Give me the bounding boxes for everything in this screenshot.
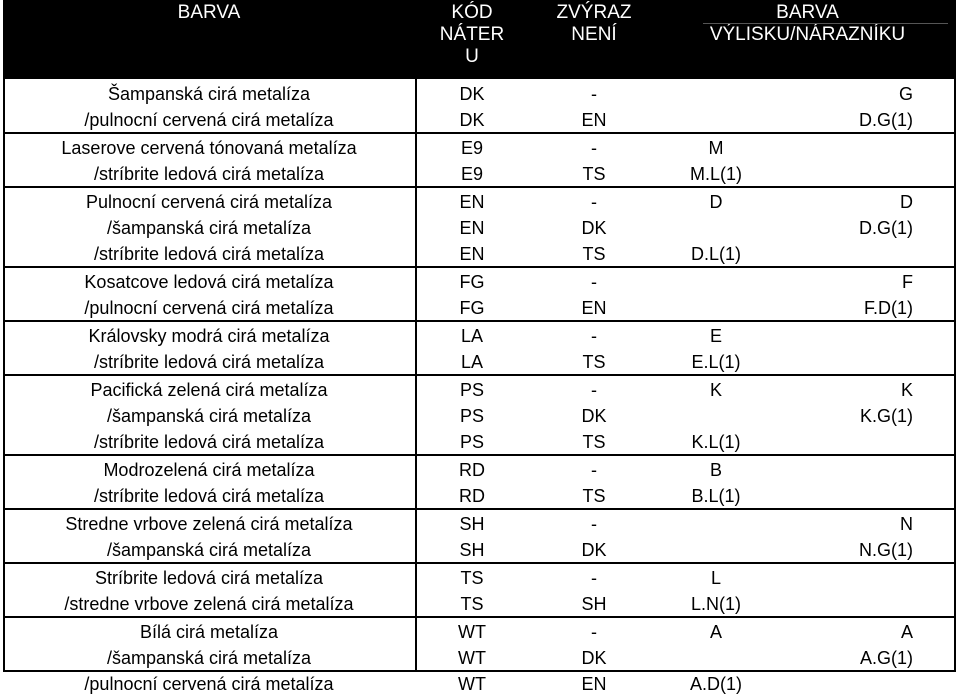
- cell-vyraz: -: [591, 84, 597, 104]
- cell-vyraz: TS: [582, 352, 606, 372]
- cell-vylisku: [661, 215, 771, 241]
- table-row: [3, 619, 954, 645]
- cell-kod: SH: [459, 514, 485, 534]
- cell-naraznik: [773, 483, 913, 509]
- cell-naraznik: A.G(1): [859, 648, 913, 668]
- table-row: [3, 645, 954, 671]
- table-row: [3, 537, 954, 563]
- table-row: [3, 189, 954, 215]
- cell-naraznik: N: [900, 514, 913, 534]
- cell-naraznik: A: [900, 622, 913, 642]
- row-group: [3, 617, 954, 698]
- cell-barva: /šampanská cirá metalíza: [106, 540, 312, 560]
- cell-vylisku: K.L(1): [691, 432, 741, 452]
- cell-kod: DK: [459, 84, 485, 104]
- cell-naraznik: D.G(1): [859, 218, 913, 238]
- cell-naraznik: D.G(1): [859, 110, 913, 130]
- table-row: [3, 671, 954, 697]
- row-group: [3, 267, 954, 322]
- cell-kod: PS: [459, 380, 484, 400]
- cell-naraznik: [773, 323, 913, 349]
- cell-barva: /šampanská cirá metalíza: [106, 218, 312, 238]
- table-row: [3, 215, 954, 241]
- cell-barva: Kosatcove ledová cirá metalíza: [84, 272, 334, 292]
- cell-vyraz: -: [591, 272, 597, 292]
- table-row: [3, 377, 954, 403]
- cell-barva: /stríbrite ledová cirá metalíza: [93, 486, 325, 506]
- cell-naraznik: K.G(1): [859, 406, 913, 426]
- cell-kod: FG: [459, 272, 485, 292]
- header-barva: BARVA: [177, 2, 241, 23]
- cell-vyraz: DK: [581, 648, 607, 668]
- cell-vyraz: TS: [582, 432, 606, 452]
- cell-vylisku: D.L(1): [690, 244, 741, 264]
- cell-vyraz: -: [591, 192, 597, 212]
- table-row: [3, 295, 954, 321]
- table-row: [3, 511, 954, 537]
- cell-vyraz: TS: [582, 164, 606, 184]
- row-group: [3, 509, 954, 564]
- cell-vylisku: M: [708, 138, 724, 158]
- cell-vylisku: [661, 403, 771, 429]
- cell-vyraz: EN: [581, 110, 607, 130]
- cell-vyraz: -: [591, 568, 597, 588]
- cell-vylisku: A: [709, 622, 722, 642]
- cell-barva: /stríbrite ledová cirá metalíza: [93, 244, 325, 264]
- cell-vyraz: -: [591, 514, 597, 534]
- cell-barva: /pulnocní cervená cirá metalíza: [84, 110, 334, 130]
- row-group: [3, 133, 954, 188]
- cell-kod: EN: [459, 192, 485, 212]
- cell-barva: /šampanská cirá metalíza: [106, 406, 312, 426]
- cell-vylisku: [661, 269, 771, 295]
- cell-vyraz: SH: [581, 594, 607, 614]
- cell-naraznik: [773, 241, 913, 267]
- cell-naraznik: F.D(1): [864, 298, 913, 318]
- cell-kod: TS: [460, 594, 484, 614]
- cell-vylisku: A.D(1): [689, 674, 742, 694]
- cell-kod: EN: [459, 218, 485, 238]
- cell-barva: Pulnocní cervená cirá metalíza: [85, 192, 333, 212]
- cell-vylisku: [661, 81, 771, 107]
- cell-vyraz: -: [591, 460, 597, 480]
- cell-kod: E9: [460, 164, 484, 184]
- header-kod: KÓD NÁTER U: [439, 2, 505, 67]
- cell-kod: RD: [459, 460, 485, 480]
- cell-barva: Bílá cirá metalíza: [139, 622, 279, 642]
- cell-naraznik: [773, 161, 913, 187]
- cell-vyraz: DK: [581, 406, 607, 426]
- row-group: [3, 455, 954, 510]
- cell-vyraz: TS: [582, 486, 606, 506]
- cell-naraznik: G: [898, 84, 913, 104]
- table-row: [3, 323, 954, 349]
- table-header: [3, 0, 956, 79]
- cell-vylisku: [661, 645, 771, 671]
- header-vyraz: ZVÝRAZ NENÍ: [556, 2, 632, 45]
- cell-naraznik: [773, 457, 913, 483]
- cell-vylisku: K: [709, 380, 722, 400]
- row-group: [3, 375, 954, 456]
- table-row: [3, 403, 954, 429]
- cell-naraznik: K: [900, 380, 913, 400]
- cell-naraznik: [773, 565, 913, 591]
- cell-barva: Modrozelená cirá metalíza: [103, 460, 315, 480]
- cell-vyraz: EN: [581, 674, 607, 694]
- row-group: [3, 79, 954, 134]
- cell-vylisku: [661, 107, 771, 133]
- cell-kod: E9: [460, 138, 484, 158]
- table-row: [3, 135, 954, 161]
- table-row: [3, 429, 954, 455]
- cell-kod: LA: [460, 326, 484, 346]
- table-row: [3, 591, 954, 617]
- cell-barva: Stredne vrbove zelená cirá metalíza: [65, 514, 353, 534]
- cell-vylisku: L: [710, 568, 721, 588]
- cell-vyraz: -: [591, 138, 597, 158]
- cell-vylisku: [661, 295, 771, 321]
- cell-vylisku: D: [709, 192, 723, 212]
- cell-vylisku: B.L(1): [691, 486, 741, 506]
- table-row: [3, 349, 954, 375]
- table-row: [3, 81, 954, 107]
- cell-naraznik: [773, 135, 913, 161]
- cell-kod: EN: [459, 244, 485, 264]
- cell-barva: /pulnocní cervená cirá metalíza: [84, 674, 334, 694]
- cell-kod: FG: [459, 298, 485, 318]
- table-row: [3, 241, 954, 267]
- cell-vyraz: -: [591, 326, 597, 346]
- cell-vyraz: DK: [581, 540, 607, 560]
- table-row: [3, 107, 954, 133]
- cell-kod: DK: [459, 110, 485, 130]
- cell-kod: WT: [458, 648, 486, 668]
- cell-naraznik: [773, 349, 913, 375]
- cell-kod: LA: [460, 352, 484, 372]
- cell-vyraz: DK: [581, 218, 607, 238]
- cell-barva: /stríbrite ledová cirá metalíza: [93, 164, 325, 184]
- cell-barva: /stríbrite ledová cirá metalíza: [93, 352, 325, 372]
- row-group: [3, 321, 954, 376]
- cell-kod: PS: [459, 406, 484, 426]
- cell-kod: TS: [460, 568, 484, 588]
- table-row: [3, 565, 954, 591]
- table-row: [3, 269, 954, 295]
- row-group: [3, 187, 954, 268]
- cell-barva: /stredne vrbove zelená cirá metalíza: [64, 594, 354, 614]
- cell-vylisku: L.N(1): [690, 594, 741, 614]
- color-code-table: [3, 0, 956, 694]
- cell-barva: /šampanská cirá metalíza: [106, 648, 312, 668]
- cell-kod: SH: [459, 540, 485, 560]
- table-row: [3, 161, 954, 187]
- cell-naraznik: [773, 591, 913, 617]
- cell-vyraz: EN: [581, 298, 607, 318]
- cell-vyraz: -: [591, 380, 597, 400]
- cell-barva: /stríbrite ledová cirá metalíza: [93, 432, 325, 452]
- cell-kod: WT: [458, 674, 486, 694]
- cell-naraznik: D: [900, 192, 913, 212]
- cell-kod: PS: [459, 432, 484, 452]
- cell-barva: Královsky modrá cirá metalíza: [88, 326, 330, 346]
- cell-vyraz: TS: [582, 244, 606, 264]
- row-group: [3, 563, 954, 618]
- cell-naraznik: [773, 429, 913, 455]
- header-barva-vylisku: BARVA VÝLISKU/NÁRAZNÍKU: [709, 2, 906, 45]
- cell-vylisku: M.L(1): [689, 164, 742, 184]
- cell-barva: Šampanská cirá metalíza: [107, 84, 311, 104]
- cell-vylisku: [661, 537, 771, 563]
- cell-vylisku: E.L(1): [691, 352, 741, 372]
- cell-barva: /pulnocní cervená cirá metalíza: [84, 298, 334, 318]
- header-divider: [703, 23, 948, 24]
- cell-barva: Laserove cervená tónovaná metalíza: [61, 138, 357, 158]
- cell-vylisku: [661, 511, 771, 537]
- cell-kod: RD: [459, 486, 485, 506]
- cell-naraznik: F: [902, 272, 913, 292]
- table-row: [3, 457, 954, 483]
- table-row: [3, 483, 954, 509]
- cell-vylisku: E: [709, 326, 722, 346]
- cell-barva: Pacifická zelená cirá metalíza: [90, 380, 328, 400]
- cell-kod: WT: [458, 622, 486, 642]
- cell-vyraz: -: [591, 622, 597, 642]
- cell-barva: Stríbrite ledová cirá metalíza: [94, 568, 324, 588]
- cell-naraznik: [773, 671, 913, 697]
- cell-naraznik: N.G(1): [859, 540, 913, 560]
- cell-vylisku: B: [709, 460, 722, 480]
